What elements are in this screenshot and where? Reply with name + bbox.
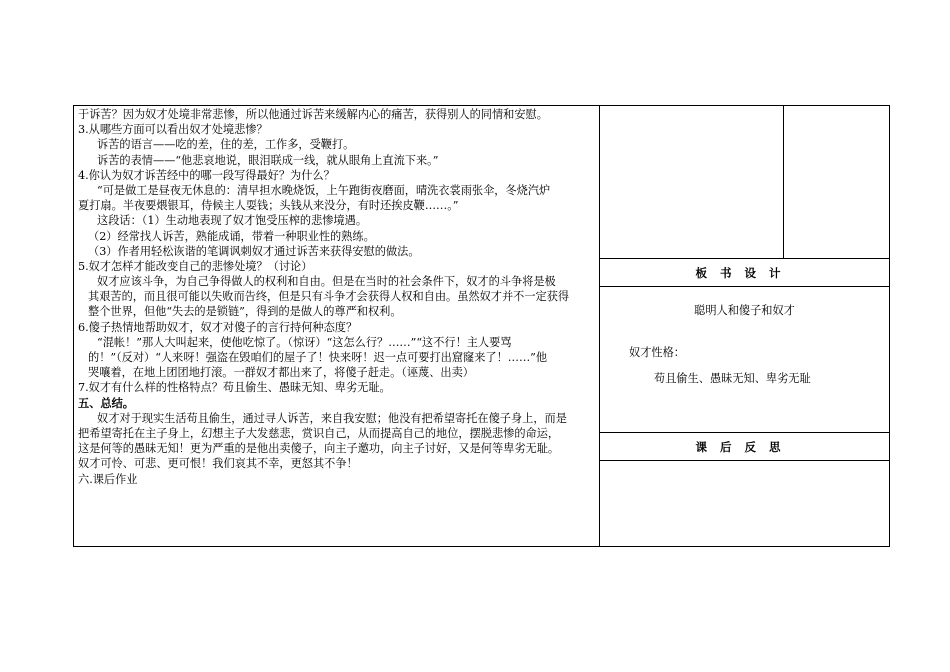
upper-right-divider	[783, 106, 784, 258]
question-4: 4.你认为奴才诉苦经中的哪一段写得最好？为什么？	[78, 168, 335, 182]
section-heading: 五、总结。	[78, 395, 134, 410]
question-5: 5.奴才怎样才能改变自己的悲惨处境？（讨论）	[78, 259, 313, 273]
text-line: 诉苦的表情——“他悲哀地说，眼泪联成一线，就从眼角上直流下来。”	[97, 153, 439, 167]
summary-line: 奴才对于现实生活苟且偷生，通过寻人诉苦，来自我安慰；他没有把希望寄托在傻子身上，而是	[97, 411, 567, 425]
reflection-header: 课后反思	[695, 440, 794, 454]
text-line: 哭嚷着，在地上团团地打滚。一群奴才都出来了，将傻子赶走。（诬蔑、出卖）	[88, 366, 474, 380]
lesson-content	[78, 107, 598, 487]
text-line: （3）作者用轻松诙谐的笔调讽刺奴才通过诉苦来获得安慰的做法。	[88, 244, 420, 258]
text-line: （2）经常找人诉苦，熟能成诵，带着一种职业性的熟练。	[88, 229, 375, 243]
text-line: 这段话：（1）生动地表现了奴才饱受压榨的悲惨境遇。	[97, 214, 368, 228]
quote-line: “可是做工是昼夜无休息的：清早担水晚烧饭，上午跑街夜磨面，晴洗衣裳雨张伞，冬烧汽炉	[97, 183, 551, 197]
row-divider	[599, 432, 889, 433]
question-3: 3.从哪些方面可以看出奴才处境悲惨？	[78, 123, 268, 137]
text-line: “混帐！”那人大叫起来，使他吃惊了。（惊讶）“这怎么行？……”“这不行！主人要骂	[97, 335, 512, 349]
board-design-header: 板书设计	[695, 266, 794, 280]
summary-line: 把希望寄托在主子身上，幻想主子大发慈悲，赏识自己，从而提高自己的地位，摆脱悲惨的命运，	[78, 426, 560, 440]
question-7: 7.奴才有什么样的性格特点？苟且偷生、愚昧无知、卑劣无耻。	[78, 381, 391, 395]
text-line: 其艰苦的，而且很可能以失败而告终，但是只有斗争才会获得人权和自由。虽然奴才并不一定获得	[88, 290, 570, 304]
board-traits: 苟且偷生、愚昧无知、卑劣无耻	[654, 372, 811, 385]
summary-line: 奴才可怜、可悲、更可恨！我们哀其不幸，更怒其不争！	[78, 457, 358, 471]
homework-heading: 六.课后作业	[78, 472, 138, 486]
quote-line: 夏打扇。半夜要煨银耳，侍候主人耍钱；头钱从来没分，有时还挨皮鞭……。”	[78, 199, 459, 213]
row-divider	[599, 258, 889, 259]
text-line: 奴才应该斗争，为自己争得做人的权利和自由。但是在当时的社会条件下，奴才的斗争将是极	[97, 275, 556, 289]
question-6: 6.傻子热情地帮助奴才，奴才对傻子的言行持何种态度？	[78, 320, 358, 334]
row-divider	[599, 286, 889, 287]
text-line: 于诉苦？因为奴才处境非常悲惨，所以他通过诉苦来缓解内心的痛苦，获得别人的同情和安慰。	[78, 108, 548, 121]
text-line: 整个世界，但他“失去的是锁链”，得到的是做人的尊严和权利。	[88, 305, 402, 319]
lesson-plan-table	[73, 105, 890, 547]
board-label: 奴才性格：	[629, 346, 685, 359]
summary-line: 这是何等的愚昧无知！更为严重的是他出卖傻子，向主子邀功，向主子讨好，又是何等卑劣无耻。	[78, 442, 560, 456]
text-line: 诉苦的语言——吃的差，住的差，工作多，受鞭打。	[97, 138, 355, 152]
text-line: 的！”（反对）“人来呀！强盗在毁咱们的屋子了！快来呀！迟一点可要打出窟窿来了！……”他	[88, 351, 548, 364]
row-divider	[599, 460, 889, 461]
column-divider	[599, 106, 600, 546]
board-title: 聪明人和傻子和奴才	[694, 304, 795, 317]
